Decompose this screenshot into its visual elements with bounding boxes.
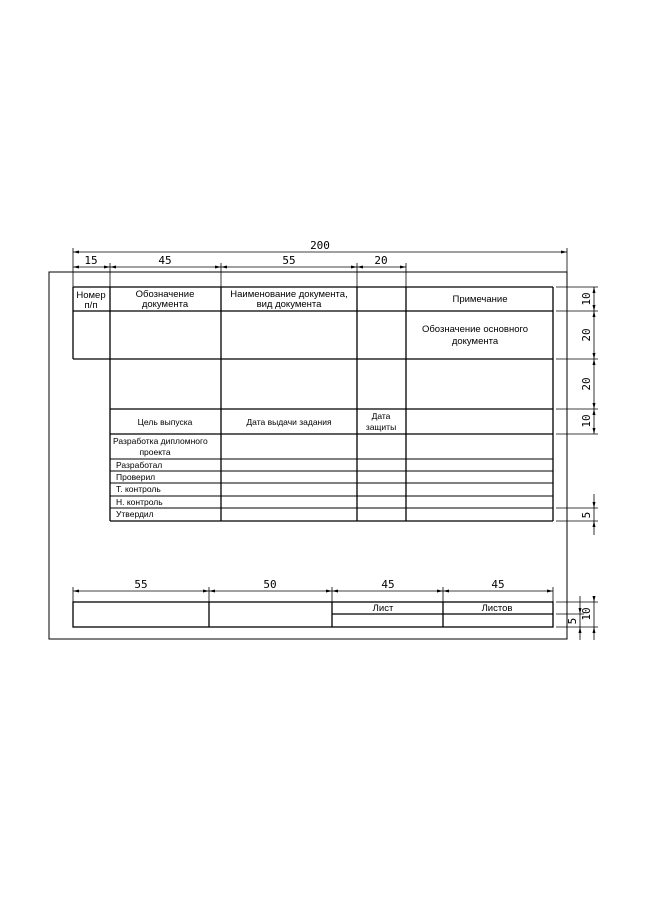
purpose-label: Цель выпуска: [137, 417, 193, 427]
dim-bottom-right-10: 10: [580, 607, 593, 621]
project-dev-line1: Разработка дипломного: [113, 436, 208, 446]
top-dimension-arrows: [73, 251, 567, 269]
dim-top-55: 55: [282, 254, 296, 267]
header-number-line1: Номер: [76, 290, 106, 301]
header-note: Примечание: [452, 294, 508, 305]
dim-right-5: 5: [580, 511, 593, 519]
project-dev-line2: проекта: [139, 447, 171, 457]
dim-top-total: 200: [310, 239, 330, 252]
signature-developed: Разработал: [116, 460, 163, 470]
right-dimensions: [556, 287, 598, 535]
dim-bottom-45-first: 45: [381, 578, 395, 591]
signature-tech-control: Т. контроль: [116, 484, 161, 494]
dim-bottom-right-5: 5: [566, 617, 579, 625]
header-name-line1: Наименование документа,: [230, 289, 348, 300]
bottom-sheets-label: Листов: [481, 603, 513, 614]
header-designation-line1: Обозначение: [135, 289, 195, 300]
dim-bottom-55: 55: [134, 578, 148, 591]
dim-right-10-top: 10: [580, 292, 593, 306]
defense-date-line2: защиты: [365, 422, 397, 432]
header-designation-line2: документа: [141, 299, 189, 310]
dim-bottom-50: 50: [263, 578, 277, 591]
signature-checked: Проверил: [116, 472, 156, 482]
top-dimensions: [73, 248, 567, 290]
signature-approved: Утвердил: [116, 509, 154, 519]
dim-right-20-first: 20: [580, 328, 593, 342]
header-name-line2: вид документа: [256, 299, 322, 310]
dim-top-15: 15: [84, 254, 98, 267]
dim-right-10-bottom: 10: [580, 414, 593, 428]
dim-top-20: 20: [374, 254, 388, 267]
bottom-sheet-label: Лист: [372, 603, 394, 614]
header-number-line2: п/п: [84, 300, 98, 311]
signature-norm-control: Н. контроль: [116, 497, 163, 507]
main-doc-note-line2: документа: [451, 336, 499, 347]
defense-date-line1: Дата: [371, 411, 391, 421]
signature-rows-grid: [110, 459, 553, 508]
dim-bottom-45-second: 45: [491, 578, 505, 591]
dim-top-45: 45: [158, 254, 172, 267]
issue-date-label: Дата выдачи задания: [246, 417, 332, 427]
main-doc-note-line1: Обозначение основного: [421, 324, 529, 335]
dim-right-20-second: 20: [580, 377, 593, 391]
